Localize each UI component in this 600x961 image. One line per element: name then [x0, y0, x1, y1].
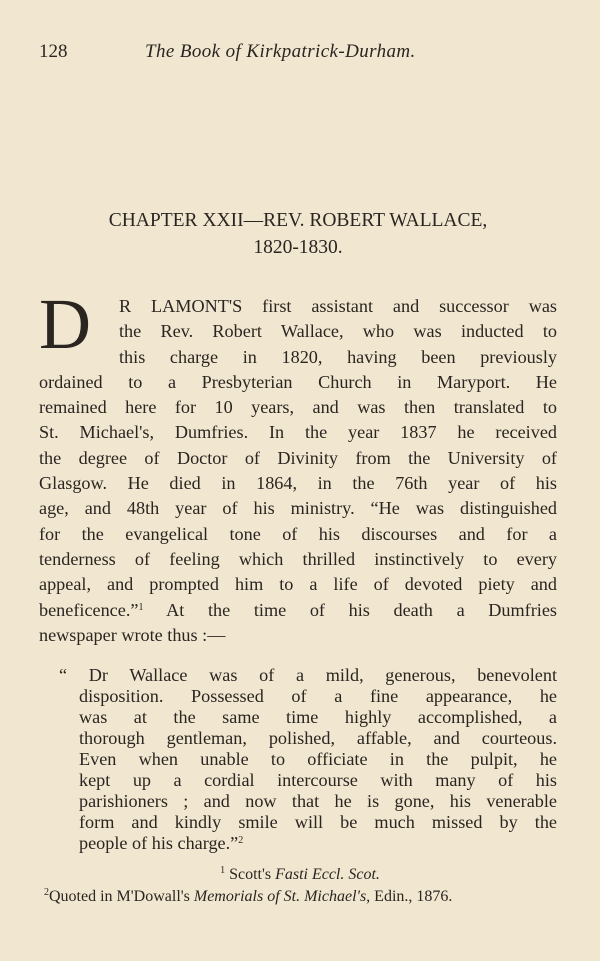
running-title: The Book of Kirkpatrick-Durham. — [145, 41, 416, 62]
body-line: tenderness of feeling which thrilled instinctively to every — [39, 548, 557, 569]
page-number: 128 — [39, 41, 68, 62]
chapter-years: 1820-1830. — [253, 237, 343, 258]
footnote-2 — [44, 886, 556, 908]
chapter-heading — [70, 207, 526, 261]
quote-line: thorough gentleman, polished, affable, and courteous. — [79, 728, 557, 748]
body-line: appeal, and prompted him to a life of devoted piety and — [39, 574, 557, 595]
quote-line — [59, 833, 557, 854]
footnote-ref-2: 2 — [238, 835, 244, 846]
footnote-1-mark: 1 — [220, 865, 226, 876]
quote-line: kept up a cordial intercourse with many of his — [79, 770, 557, 790]
body-line: R LAMONT'S first assistant and successor was — [119, 296, 557, 316]
body-line-start: beneficence.” — [39, 599, 139, 620]
body-line: newspaper wrote thus :— — [39, 624, 226, 645]
footnote-1-title: Fasti Eccl. Scot. — [275, 866, 380, 883]
body-line: the degree of Doctor of Divinity from the University of — [39, 447, 557, 468]
quote-line: Even when unable to officiate in the pulpit, he — [79, 749, 557, 769]
footnotes — [44, 864, 556, 908]
block-quote — [59, 665, 557, 854]
quote-line: parishioners ; and now that he is gone, his venerable — [79, 791, 557, 811]
footnote-2-text: Quoted in M'Dowall's — [49, 888, 190, 905]
footnote-2-tail: Edin., 1876. — [374, 888, 453, 905]
quote-line: was at the same time highly accomplished, a — [79, 707, 557, 727]
body-line: the Rev. Robert Wallace, who was inducted to — [119, 321, 557, 342]
body-line — [39, 598, 557, 623]
body-line: this charge in 1820, having been previously — [119, 346, 557, 367]
footnote-1-text: Scott's — [229, 866, 272, 883]
footnote-1 — [44, 864, 556, 886]
body-line-end: At the time of his death a Dumfries — [166, 599, 557, 620]
body-line: ordained to a Presbyterian Church in Maryport. He — [39, 371, 557, 392]
body-line: St. Michael's, Dumfries. In the year 1837 he received — [39, 422, 557, 443]
drop-cap: D — [39, 284, 91, 364]
body-paragraph — [39, 284, 557, 648]
body-line: for the evangelical tone of his discourses and for a — [39, 523, 557, 544]
quote-line: form and kindly smile will be much missed by the — [79, 812, 557, 832]
quote-line-text: people of his charge.” — [79, 833, 239, 853]
body-line: remained here for 10 years, and was then translated to — [39, 397, 557, 418]
quote-line: disposition. Possessed of a fine appearance, he — [79, 686, 557, 706]
body-line: Glasgow. He died in 1864, in the 76th year of his — [39, 473, 557, 494]
footnote-2-title: Memorials of St. Michael's, — [193, 888, 371, 905]
quote-line: “ Dr Wallace was of a mild, generous, benevolent — [59, 665, 557, 685]
body-line: age, and 48th year of his ministry. “He was distinguished — [39, 498, 557, 519]
footnote-2-mark: 2 — [44, 887, 49, 898]
chapter-title: CHAPTER XXII—REV. ROBERT WALLACE, — [108, 210, 488, 231]
footnote-ref-1: 1 — [138, 601, 144, 613]
